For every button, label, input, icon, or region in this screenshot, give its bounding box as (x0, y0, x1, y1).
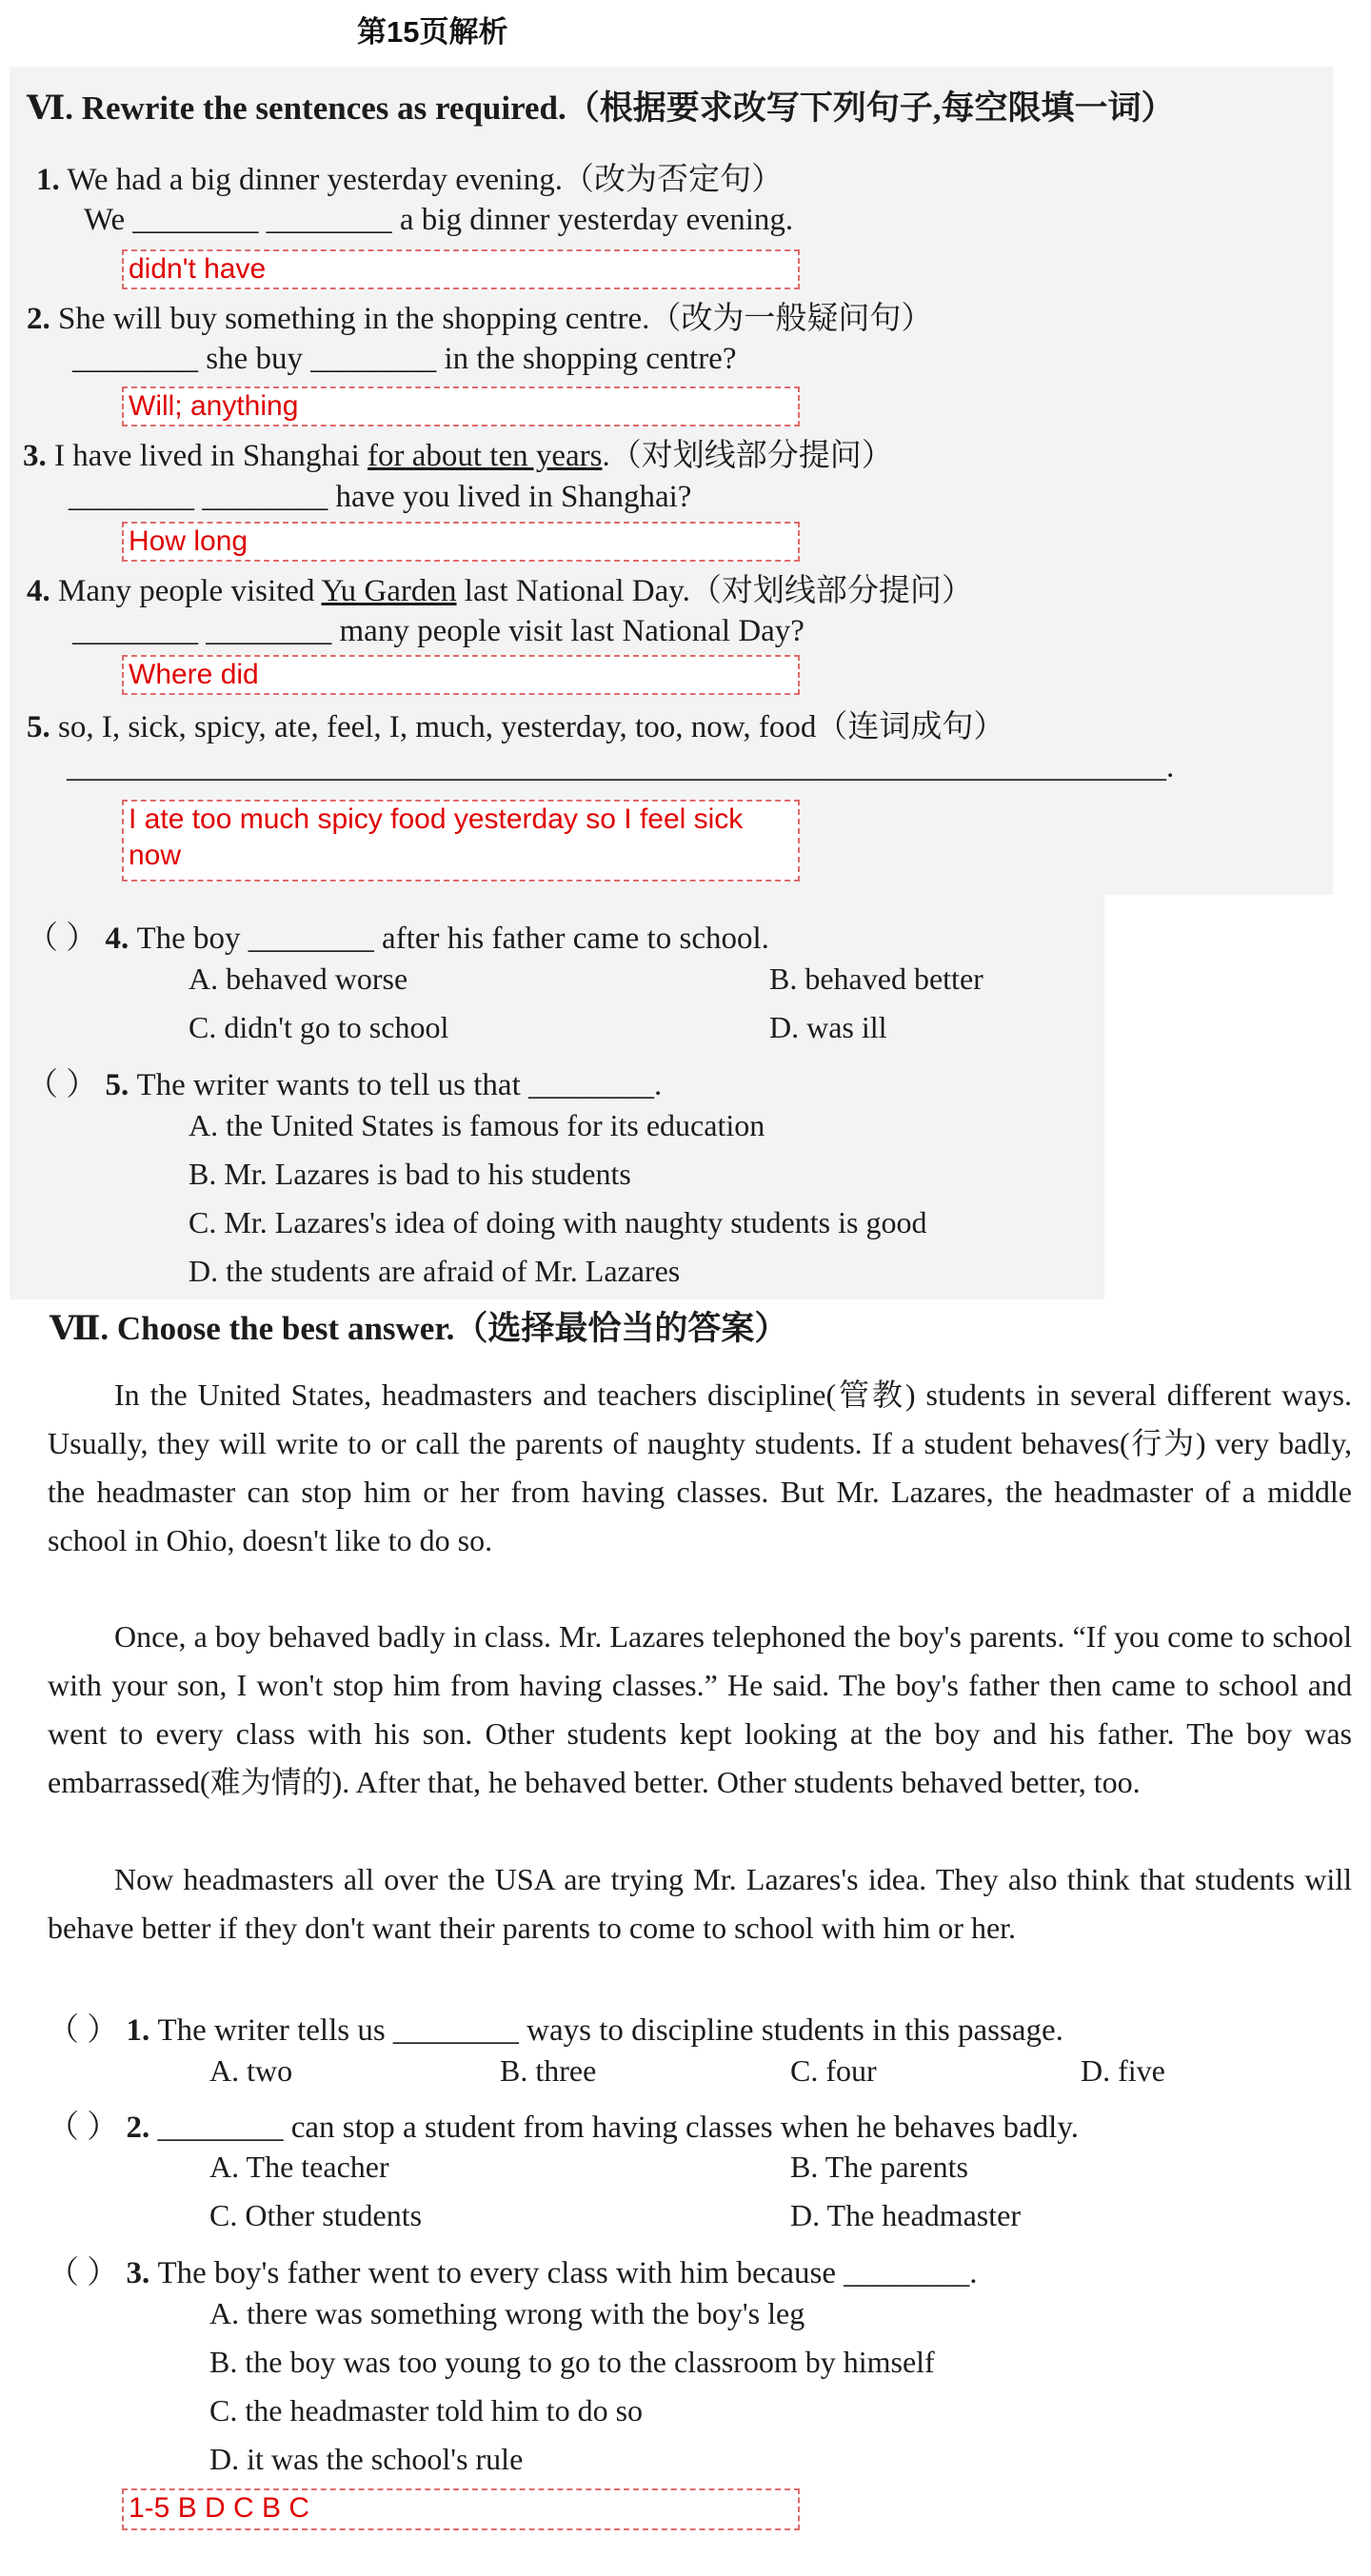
passage-paragraph-3: Now headmasters all over the USA are trying Mr. Lazares's idea. They also think that students will behave better if they don't want their parents to come to school with him or her. (48, 1862, 1352, 1945)
q7-1-option-c: C. four (790, 2053, 877, 2088)
q-top4-option-a: A. behaved worse (189, 961, 408, 996)
q7-1-option-a: A. two (209, 2053, 293, 2088)
q7-3-option-b: B. the boy was too young to go to the classroom by himself (209, 2345, 935, 2379)
q-top4-option-b: B. behaved better (769, 961, 984, 996)
page-title: 第15页解析 (357, 15, 508, 49)
q7-1-option-b: B. three (500, 2053, 597, 2088)
q7-1-stem: （ ） 1. The writer tells us ________ ways to discipline students in this passage. (48, 2013, 1063, 2048)
q-top5-option-d: D. the students are afraid of Mr. Lazares (189, 1254, 681, 1288)
s6-item4-line1: 4. Many people visited Yu Garden last National Day.（对划线部分提问） (27, 574, 973, 608)
s6-item5-line1: 5. so, I, sick, spicy, ate, feel, I, much, yesterday, too, now, food（连词成句） (27, 710, 1005, 744)
passage-paragraph-1: In the United States, headmasters and teachers discipline(管教) students in several different ways. Usually, they will write to or call the parents of naughty students. If a student behaves(行为) very badly, the headmaster can stop him or her from having classes. But Mr. Lazares, the headmaster of a middle school in Ohio, doesn't like to do so. (48, 1377, 1352, 1557)
q7-3-stem: （ ） 3. The boy's father went to every class with him because ________. (48, 2256, 978, 2290)
q7-2-option-a: A. The teacher (209, 2150, 389, 2184)
q7-2-option-d: D. The headmaster (790, 2198, 1021, 2232)
s6-item2-line1: 2. She will buy something in the shopping centre.（改为一般疑问句） (27, 302, 933, 336)
q7-3-option-a: A. there was something wrong with the boy's leg (209, 2296, 805, 2330)
q7-2-option-b: B. The parents (790, 2150, 968, 2184)
s6-item3-answer: How long (122, 522, 800, 562)
section7-heading: Ⅶ. Choose the best answer.（选择最恰当的答案） (50, 1310, 788, 1347)
q7-2-option-c: C. Other students (209, 2198, 423, 2232)
q7-2-stem: （ ） 2. ________ can stop a student from having classes when he behaves badly. (48, 2110, 1079, 2145)
q-top4-option-c: C. didn't go to school (189, 1010, 449, 1044)
q-top4-stem: （ ） 4. The boy ________ after his father came to school. (27, 921, 769, 956)
q7-3-option-d: D. it was the school's rule (209, 2442, 524, 2476)
s6-item1-line2: We ________ ________ a big dinner yesterday evening. (84, 203, 794, 237)
q-top5-stem: （ ） 5. The writer wants to tell us that ________. (27, 1068, 663, 1102)
s6-item1-line1: 1. We had a big dinner yesterday evening.（改为否定句） (36, 163, 783, 197)
q-top5-option-c: C. Mr. Lazares's idea of doing with naughty students is good (189, 1205, 927, 1239)
s6-item4-answer: Where did (122, 655, 800, 695)
q-top4-option-d: D. was ill (769, 1010, 887, 1044)
q7-1-option-d: D. five (1081, 2053, 1165, 2088)
s6-item2-answer: Will; anything (122, 386, 800, 426)
s6-item4-line2: ________ ________ many people visit last National Day? (72, 614, 805, 648)
q-top5-option-a: A. the United States is famous for its education (189, 1108, 765, 1142)
q7-3-option-c: C. the headmaster told him to do so (209, 2393, 644, 2427)
s6-item3-line2: ________ ________ have you lived in Shanghai? (69, 480, 692, 514)
s6-item1-answer: didn't have (122, 249, 800, 289)
s6-item2-line2: ________ she buy ________ in the shopping centre? (72, 342, 737, 376)
s6-item5-answer: I ate too much spicy food yesterday so I feel sick now (122, 800, 800, 882)
section7-answer: 1-5 B D C B C (122, 2488, 800, 2530)
section6-heading: Ⅵ. Rewrite the sentences as required.（根据要求改写下列句子,每空限填一词） (27, 89, 1175, 127)
s6-item3-line1: 3. I have lived in Shanghai for about ten years.（对划线部分提问） (23, 439, 893, 473)
q-top5-option-b: B. Mr. Lazares is bad to his students (189, 1157, 631, 1191)
s6-item5-line2: ______________________________________________________________________. (67, 750, 1175, 784)
passage-paragraph-2: Once, a boy behaved badly in class. Mr. Lazares telephoned the boy's parents. “If you come to school with your son, I won't stop him from having classes.” He said. The boy's father then came to school and went to every class with his son. Other students kept looking at the boy and his father. The boy was embarrassed(难为情的). After that, he behaved better. Other students behaved better, too. (48, 1619, 1352, 1799)
